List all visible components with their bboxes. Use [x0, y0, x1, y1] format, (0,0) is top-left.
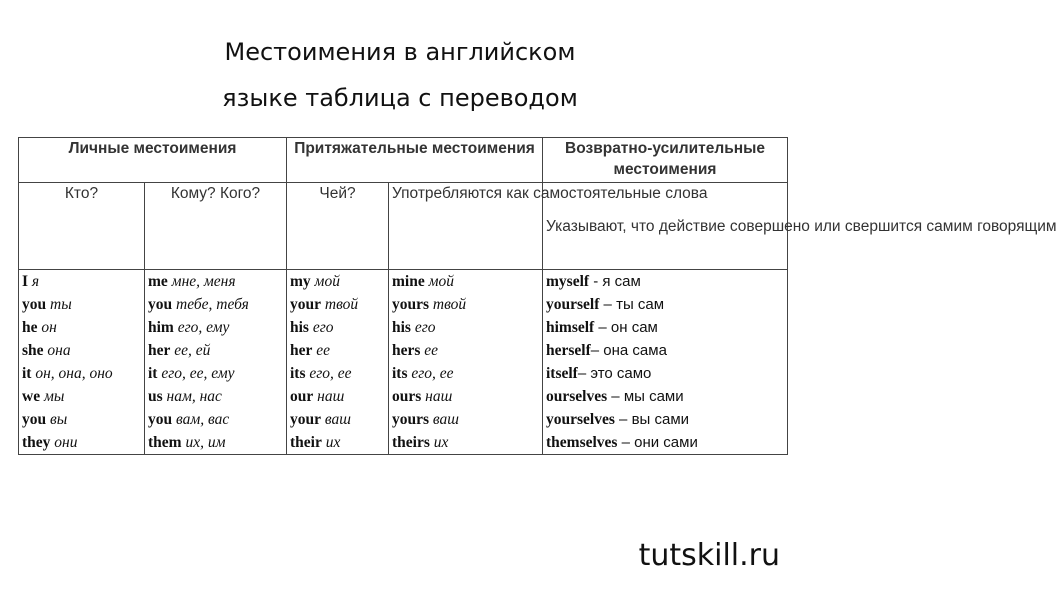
subject-pronoun-english: you: [22, 296, 47, 313]
reflexive-pronoun-english: itself: [546, 365, 578, 382]
subject-pronoun-line: [22, 293, 141, 316]
reflexive-pronoun-english: myself: [546, 273, 590, 290]
possessive-pronoun-english: mine: [392, 273, 425, 290]
object-pronoun-english: me: [148, 273, 168, 290]
object-pronoun-translation: его, ему: [177, 319, 230, 336]
reflexive-pronoun-translation: – это само: [577, 365, 652, 382]
subheader-independent: Употребляются как самостоятельные слова: [389, 183, 543, 270]
reflexive-pronoun-translation: - я сам: [589, 273, 641, 290]
reflexive-pronoun-line: [546, 431, 784, 454]
possessive-pronoun-english: yours: [392, 411, 430, 428]
possessive-pronoun-translation: ваш: [432, 411, 459, 428]
reflexive-pronoun-line: [546, 339, 784, 362]
reflexive-pronoun-line: [546, 362, 784, 385]
reflexive-pronoun-line: [546, 408, 784, 431]
reflexive-pronoun-translation: – он сам: [594, 319, 658, 336]
reflexive-pronoun-english: yourself: [546, 296, 600, 313]
object-pronoun-english: them: [148, 434, 182, 451]
table-body-row: [19, 270, 788, 455]
reflexive-pronoun-english: himself: [546, 319, 595, 336]
possessive-adjective-translation: мой: [314, 273, 340, 290]
possessive-adjective-english: its: [290, 365, 306, 382]
subject-pronoun-translation: он, она, оно: [35, 365, 113, 382]
possessive-adjective-line: [290, 408, 385, 431]
possessive-adjective-translation: его: [312, 319, 334, 336]
possessive-pronoun-english: yours: [392, 296, 430, 313]
reflexive-pronoun-translation: – они сами: [617, 434, 698, 451]
object-pronoun-translation: ее, ей: [174, 342, 211, 359]
object-pronoun-english: us: [148, 388, 163, 405]
object-pronoun-translation: тебе, тебя: [176, 296, 249, 313]
object-pronoun-english: you: [148, 296, 173, 313]
table-group-header-row: [19, 138, 788, 183]
possessive-adjective-line: [290, 339, 385, 362]
subject-pronoun-line: [22, 385, 141, 408]
possessive-pronoun-line: [392, 339, 539, 362]
subheader-whom: Кому? Кого?: [145, 183, 287, 270]
subject-pronoun-line: [22, 316, 141, 339]
reflexive-pronoun-translation: – ты сам: [599, 296, 665, 313]
possessive-adjective-line: [290, 293, 385, 316]
subject-pronoun-line: [22, 339, 141, 362]
possessive-pronoun-line: [392, 385, 539, 408]
object-pronoun-english: it: [148, 365, 158, 382]
subject-pronoun-translation: она: [47, 342, 71, 359]
possessive-pronoun-translation: его: [414, 319, 436, 336]
subject-pronoun-line: [22, 431, 141, 454]
page-title-line-2: языке таблица с переводом: [222, 84, 578, 112]
subject-pronoun-english: I: [22, 273, 29, 290]
reflexive-pronoun-line: [546, 270, 784, 293]
reflexive-pronoun-translation: – мы сами: [607, 388, 684, 405]
possessive-pronoun-translation: ее: [424, 342, 439, 359]
object-pronoun-translation: вам, вас: [176, 411, 230, 428]
column-subject-pronouns: [19, 270, 145, 455]
subject-pronoun-english: they: [22, 434, 51, 451]
reflexive-pronoun-english: ourselves: [546, 388, 608, 405]
possessive-adjective-english: his: [290, 319, 309, 336]
reflexive-pronoun-translation: – вы сами: [614, 411, 690, 428]
reflexive-pronoun-english: yourselves: [546, 411, 615, 428]
object-pronoun-translation: нам, нас: [166, 388, 222, 405]
reflexive-pronoun-line: [546, 293, 784, 316]
subject-pronoun-translation: ты: [50, 296, 72, 313]
possessive-adjective-translation: твой: [324, 296, 359, 313]
object-pronoun-english: you: [148, 411, 173, 428]
subject-pronoun-line: [22, 270, 141, 293]
subject-pronoun-english: you: [22, 411, 47, 428]
possessive-adjective-english: your: [290, 296, 321, 313]
reflexive-pronoun-line: [546, 316, 784, 339]
header-personal-pronouns: Личные местоимения: [19, 138, 287, 183]
subject-pronoun-translation: он: [41, 319, 57, 336]
possessive-pronoun-translation: его, ее: [411, 365, 454, 382]
subject-pronoun-line: [22, 362, 141, 385]
subject-pronoun-line: [22, 408, 141, 431]
subject-pronoun-translation: вы: [50, 411, 68, 428]
subject-pronoun-english: she: [22, 342, 44, 359]
reflexive-pronoun-translation: – она сама: [590, 342, 667, 359]
subject-pronoun-english: he: [22, 319, 38, 336]
object-pronoun-english: him: [148, 319, 174, 336]
column-possessive-pronouns: [389, 270, 543, 455]
possessive-adjective-english: their: [290, 434, 322, 451]
object-pronoun-line: [148, 385, 283, 408]
column-possessive-adjectives: [287, 270, 389, 455]
possessive-adjective-english: our: [290, 388, 314, 405]
possessive-pronoun-english: hers: [392, 342, 421, 359]
possessive-adjective-translation: его, ее: [309, 365, 352, 382]
subject-pronoun-translation: мы: [43, 388, 65, 405]
object-pronoun-line: [148, 362, 283, 385]
object-pronoun-line: [148, 270, 283, 293]
possessive-pronoun-translation: наш: [425, 388, 453, 405]
subject-pronoun-english: it: [22, 365, 32, 382]
possessive-pronoun-line: [392, 431, 539, 454]
possessive-pronoun-line: [392, 293, 539, 316]
possessive-pronoun-english: its: [392, 365, 408, 382]
subject-pronoun-translation: я: [31, 273, 40, 290]
possessive-adjective-translation: их: [325, 434, 341, 451]
possessive-adjective-translation: наш: [317, 388, 345, 405]
possessive-adjective-line: [290, 431, 385, 454]
pronouns-table: [18, 137, 1057, 455]
object-pronoun-line: [148, 316, 283, 339]
header-possessive-pronouns: Притяжательные местоимения: [287, 138, 543, 183]
object-pronoun-line: [148, 339, 283, 362]
possessive-pronoun-translation: их: [433, 434, 449, 451]
possessive-adjective-english: my: [290, 273, 311, 290]
column-object-pronouns: [145, 270, 287, 455]
possessive-adjective-line: [290, 270, 385, 293]
object-pronoun-line: [148, 408, 283, 431]
object-pronoun-translation: его, ее, ему: [161, 365, 235, 382]
possessive-pronoun-translation: мой: [428, 273, 454, 290]
subject-pronoun-translation: они: [54, 434, 78, 451]
object-pronoun-translation: их, им: [185, 434, 226, 451]
possessive-adjective-english: her: [290, 342, 313, 359]
possessive-pronoun-line: [392, 408, 539, 431]
subheader-whose: Чей?: [287, 183, 389, 270]
possessive-pronoun-line: [392, 362, 539, 385]
object-pronoun-translation: мне, меня: [171, 273, 236, 290]
possessive-adjective-line: [290, 316, 385, 339]
possessive-adjective-line: [290, 362, 385, 385]
subject-pronoun-english: we: [22, 388, 41, 405]
reflexive-pronoun-english: themselves: [546, 434, 618, 451]
subheader-reflexive-description: Указывают, что действие совершено или свершится самим говорящим: [543, 183, 788, 270]
object-pronoun-line: [148, 431, 283, 454]
possessive-adjective-english: your: [290, 411, 321, 428]
reflexive-pronoun-english: herself: [546, 342, 591, 359]
possessive-pronoun-translation: твой: [432, 296, 467, 313]
site-watermark: tutskill.ru: [638, 538, 780, 573]
object-pronoun-english: her: [148, 342, 171, 359]
possessive-adjective-translation: ваш: [324, 411, 351, 428]
possessive-adjective-line: [290, 385, 385, 408]
table-subheader-row: [19, 183, 788, 270]
possessive-pronoun-line: [392, 270, 539, 293]
page-title-line-1: Местоимения в английском: [224, 38, 576, 66]
possessive-pronoun-english: his: [392, 319, 411, 336]
header-reflexive-pronouns: Возвратно-усилительные местоимения: [543, 138, 788, 183]
object-pronoun-line: [148, 293, 283, 316]
possessive-pronoun-line: [392, 316, 539, 339]
possessive-pronoun-english: ours: [392, 388, 422, 405]
reflexive-pronoun-line: [546, 385, 784, 408]
column-reflexive-pronouns: [543, 270, 788, 455]
subheader-who: Кто?: [19, 183, 145, 270]
possessive-adjective-translation: ее: [316, 342, 331, 359]
possessive-pronoun-english: theirs: [392, 434, 430, 451]
